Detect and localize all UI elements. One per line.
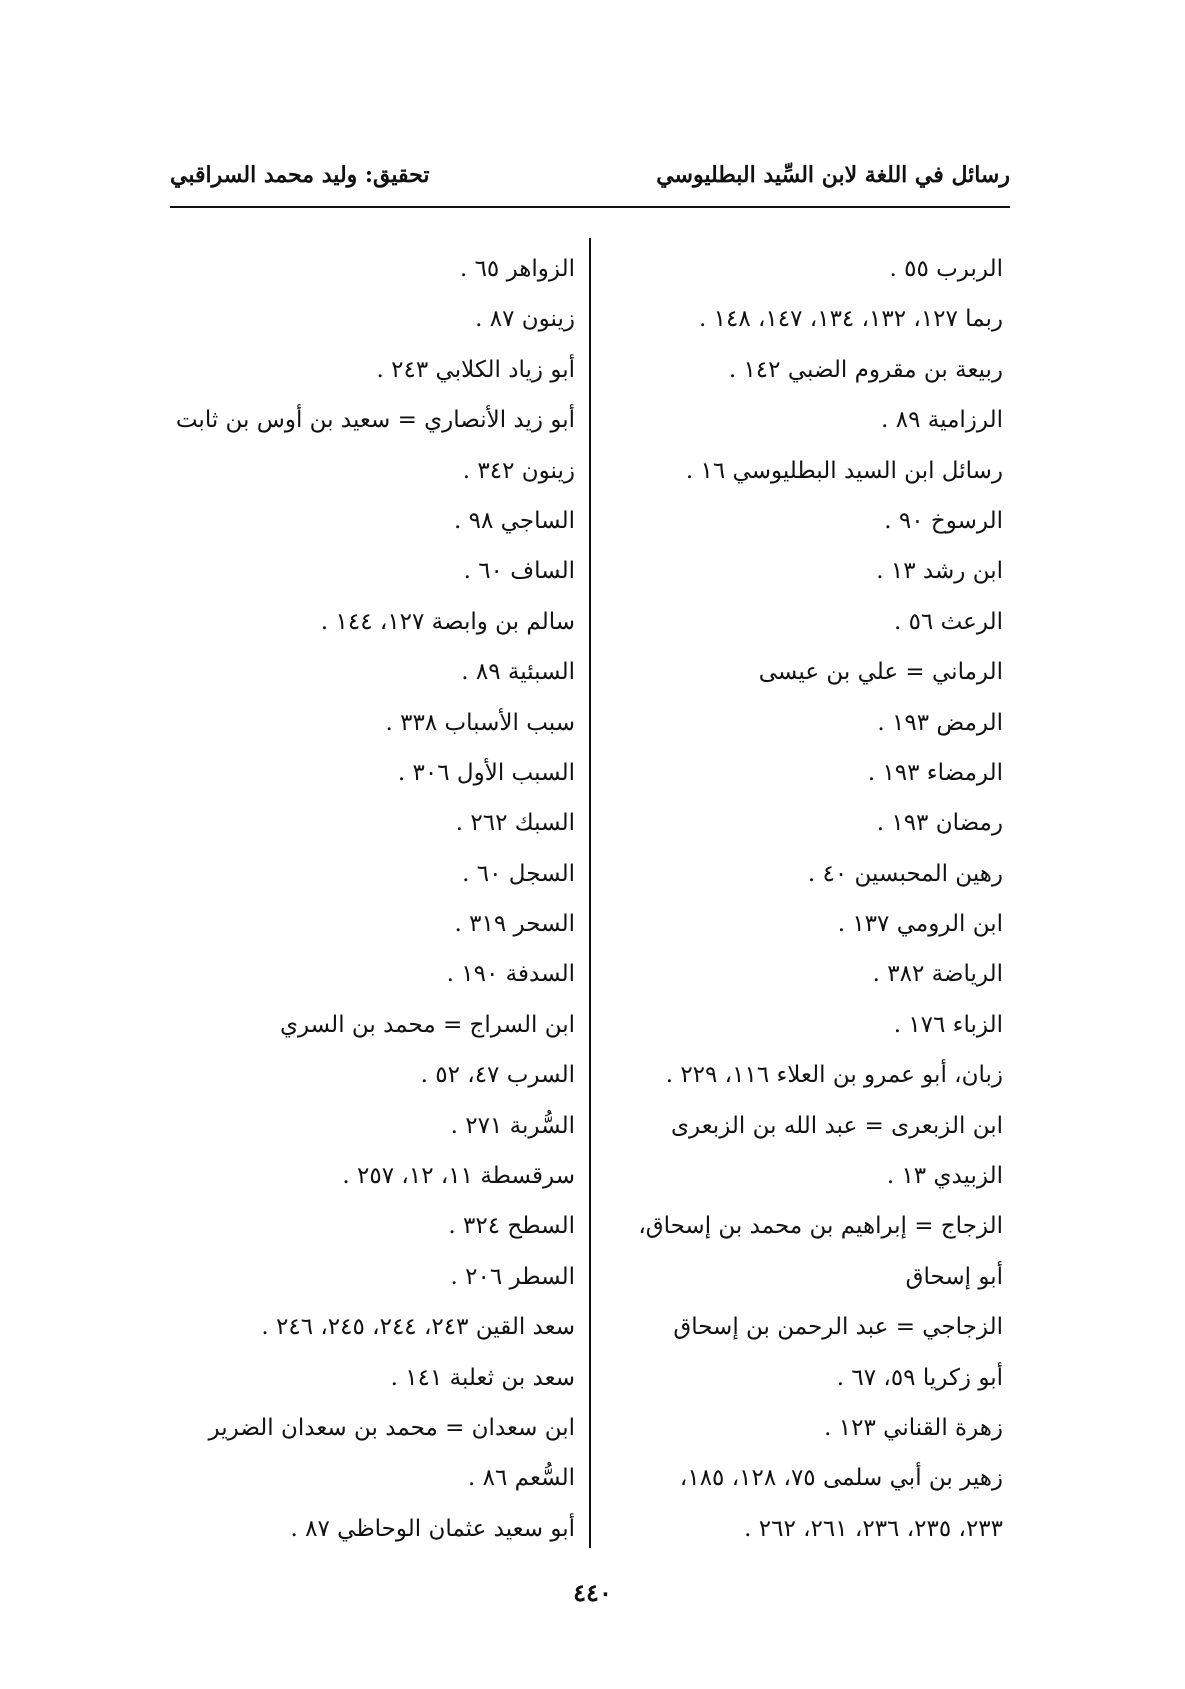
index-entry: ابن السراج = محمد بن السري [279, 1011, 575, 1038]
index-column-right [613, 244, 1003, 1554]
index-entry: ابن رشد ١٣ . [876, 558, 1003, 585]
index-entry: ربيعة بن مقروم الضبي ١٤٢ . [728, 356, 1003, 383]
index-entry: رهين المحبسين ٤٠ . [807, 860, 1003, 887]
index-entry: زبان، أبو عمرو بن العلاء ١١٦، ٢٢٩ . [665, 1062, 1003, 1089]
index-entry: السبئية ٨٩ . [461, 659, 575, 686]
index-entry: الربرب ٥٥ . [889, 256, 1003, 282]
index-entry: الرعث ٥٦ . [893, 608, 1003, 635]
index-entry: أبو سعيد عثمان الوحاظي ٨٧ . [290, 1515, 575, 1542]
editor-credit: تحقيق: وليد محمد السراقبي [170, 162, 430, 188]
index-entry: أبو زكريا ٥٩، ٦٧ . [836, 1364, 1003, 1391]
index-entry: السُّربة ٢٧١ . [450, 1112, 575, 1139]
index-entry: الزباء ١٧٦ . [893, 1011, 1003, 1038]
index-entry: ربما ١٢٧، ١٣٢، ١٣٤، ١٤٧، ١٤٨ . [699, 306, 1003, 333]
page-number: ٤٤٠ [573, 1578, 612, 1607]
index-entry: الساجي ٩٨ . [454, 507, 575, 534]
index-entry: الرماني = علي بن عيسى [758, 659, 1003, 686]
index-entry: سبب الأسباب ٣٣٨ . [385, 709, 575, 736]
index-entry: سالم بن وابصة ١٢٧، ١٤٤ . [320, 608, 575, 635]
index-entry: سرقسطة ١١، ١٢، ٢٥٧ . [342, 1163, 575, 1190]
index-entry: الرمضاء ١٩٣ . [867, 759, 1003, 786]
index-entry: الساف ٦٠ . [463, 558, 575, 585]
index-entry: زهرة القناني ١٢٣ . [824, 1414, 1003, 1441]
index-entry: أبو زياد الكلابي ٢٤٣ . [376, 356, 575, 383]
index-entry: ٢٣٣، ٢٣٥، ٢٣٦، ٢٦١، ٢٦٢ . [744, 1515, 1003, 1542]
index-entry: الرمض ١٩٣ . [877, 709, 1003, 736]
index-entry: السرب ٤٧، ٥٢ . [420, 1062, 575, 1089]
index-entry: زينون ٣٤٢ . [462, 457, 575, 484]
index-entry: أبو زيد الأنصاري = سعيد بن أوس بن ثابت [175, 407, 575, 434]
index-entry: الزبيدي ١٣ . [886, 1163, 1003, 1190]
index-entry: الرياضة ٣٨٢ . [872, 961, 1003, 988]
index-entry: السجل ٦٠ . [462, 860, 575, 887]
index-entry: الرسوخ ٩٠ . [884, 507, 1003, 534]
index-entry: الزجاجي = عبد الرحمن بن إسحاق [673, 1314, 1003, 1341]
index-entry: السبب الأول ٣٠٦ . [397, 759, 575, 786]
index-entry: سعد بن ثعلبة ١٤١ . [390, 1364, 575, 1391]
index-entry: الرزامية ٨٩ . [881, 407, 1003, 434]
index-entry: الزجاج = إبراهيم بن محمد بن إسحاق، [638, 1213, 1003, 1240]
book-title: رسائل في اللغة لابن السِّيد البطليوسي [656, 162, 1010, 188]
index-entry: السطر ٢٠٦ . [450, 1263, 575, 1290]
index-entry: السطح ٣٢٤ . [448, 1213, 575, 1240]
column-divider [589, 238, 591, 1548]
index-column-left [155, 244, 575, 1554]
index-entry: رمضان ١٩٣ . [876, 810, 1003, 837]
index-entry: سعد القين ٢٤٣، ٢٤٤، ٢٤٥، ٢٤٦ . [261, 1314, 575, 1341]
index-entry: رسائل ابن السيد البطليوسي ١٦ . [685, 457, 1003, 484]
running-header [170, 162, 1010, 202]
header-rule [170, 206, 1010, 208]
index-entry: ابن سعدان = محمد بن سعدان الضرير [208, 1414, 575, 1441]
index-entry: ابن الرومي ١٣٧ . [837, 911, 1003, 938]
index-entry: السبك ٢٦٢ . [455, 810, 575, 837]
index-entry: زهير بن أبي سلمى ٧٥، ١٢٨، ١٨٥، [679, 1465, 1003, 1492]
index-entry: السحر ٣١٩ . [454, 911, 575, 938]
index-entry: الزواهر ٦٥ . [459, 256, 575, 282]
index-entry: أبو إسحاق [905, 1263, 1003, 1290]
index-entry: السدفة ١٩٠ . [446, 961, 575, 988]
index-entry: ابن الزبعرى = عبد الله بن الزبعرى [671, 1112, 1003, 1139]
index-entry: السُّعم ٨٦ . [468, 1465, 575, 1492]
index-entry: زينون ٨٧ . [475, 306, 575, 333]
